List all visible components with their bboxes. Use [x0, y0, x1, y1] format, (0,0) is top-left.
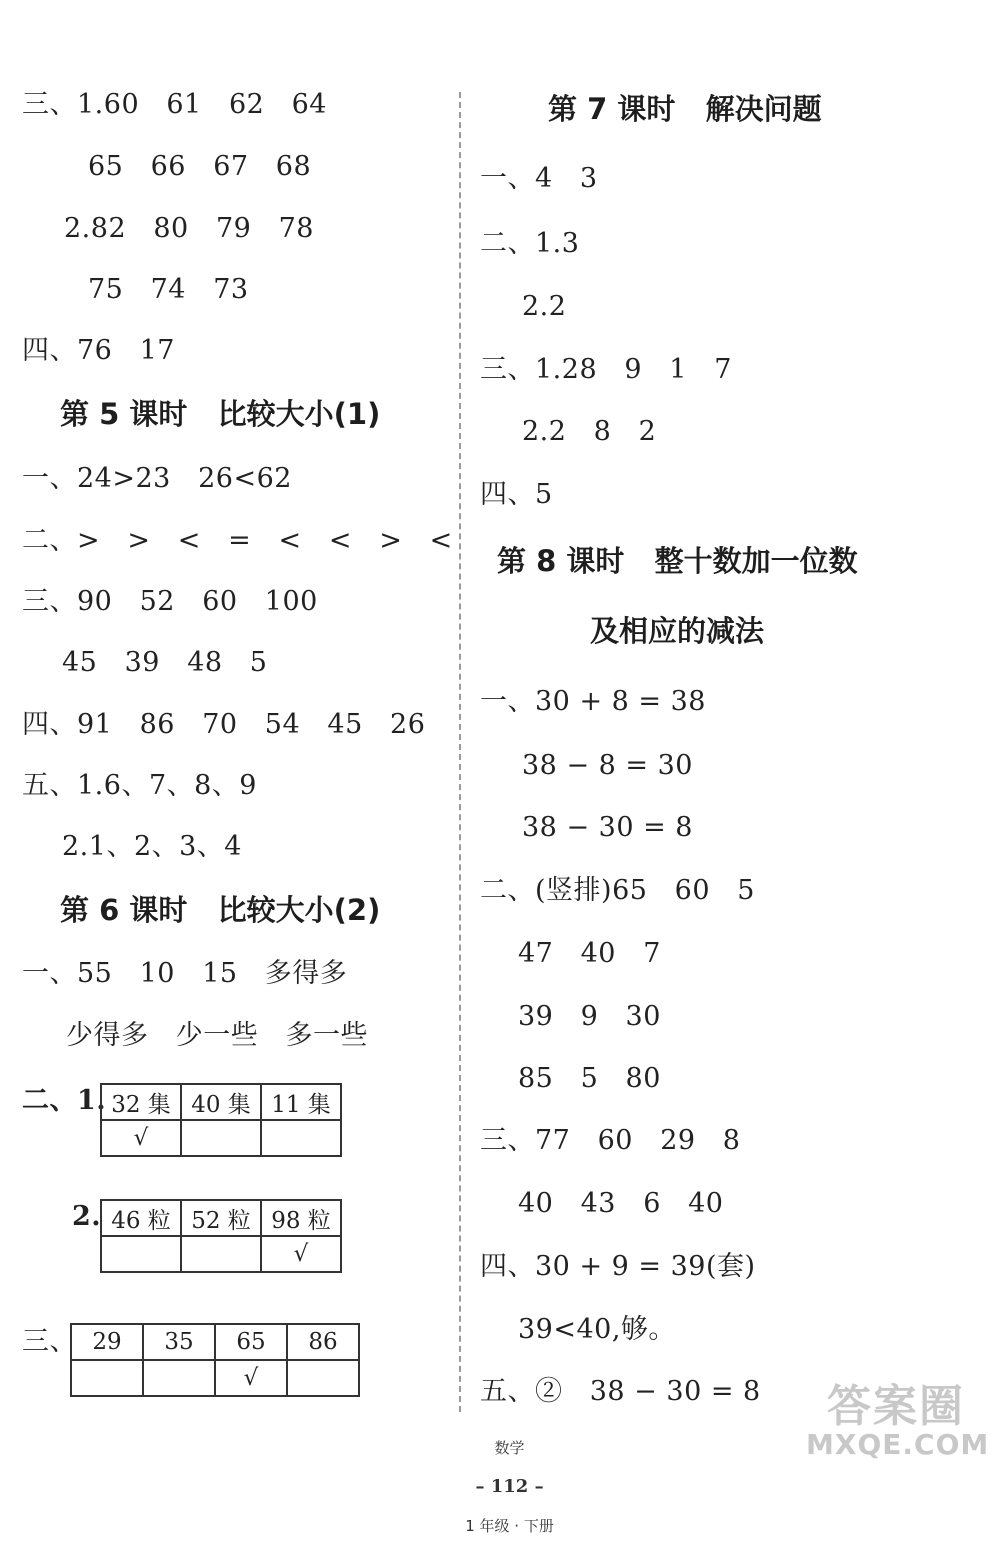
- question-label: 2.: [72, 1201, 102, 1232]
- watermark-url: MXQE.COM: [806, 1428, 990, 1461]
- answer-line: 2.1、2、3、4: [62, 831, 242, 862]
- check-cell: √: [101, 1120, 181, 1156]
- answer-line: 2.82 80 79 78: [64, 213, 314, 244]
- answer-line: 一、55 10 15 多得多: [22, 958, 348, 989]
- lesson-heading: 第 5 课时 比较大小(1): [60, 397, 381, 431]
- answer-line: 四、30 + 9 = 39(套): [480, 1251, 756, 1282]
- table-header-cell: 86: [287, 1324, 359, 1360]
- answer-line: 75 74 73: [88, 274, 249, 305]
- check-cell: [181, 1120, 261, 1156]
- check-cell: [143, 1360, 215, 1396]
- answer-line: 39<40,够。: [518, 1314, 676, 1345]
- answer-line: 四、76 17: [22, 335, 175, 366]
- column-divider: [459, 92, 461, 1412]
- check-cell: [261, 1120, 341, 1156]
- table-header-cell: 65: [215, 1324, 287, 1360]
- table-header-cell: 11 集: [261, 1084, 341, 1120]
- answer-line: 三、90 52 60 100: [22, 586, 318, 617]
- answer-line: 四、91 86 70 54 45 26: [22, 709, 426, 740]
- table-header-cell: 52 粒: [181, 1200, 261, 1236]
- answer-line: 三、1.60 61 62 64: [22, 89, 327, 120]
- answer-line: 2.2: [522, 291, 567, 322]
- watermark-text: 答案圈: [827, 1381, 965, 1432]
- answer-line: 二、(竖排)65 60 5: [480, 875, 755, 906]
- table-header-cell: 32 集: [101, 1084, 181, 1120]
- lesson-heading: 第 7 课时 解决问题: [548, 92, 822, 126]
- check-cell: [287, 1360, 359, 1396]
- lesson-heading: 及相应的减法: [590, 614, 765, 648]
- answer-line: 45 39 48 5: [62, 647, 268, 678]
- answer-table-2: [100, 1199, 342, 1273]
- page-number: – 112 –: [475, 1476, 544, 1497]
- watermark-logo: [806, 1370, 990, 1465]
- answer-line: 39 9 30: [518, 1001, 661, 1032]
- answer-line: 一、24>23 26<62: [22, 463, 292, 494]
- footer-grade: 1 年级 · 下册: [465, 1517, 554, 1535]
- footer-subject: 数学: [494, 1439, 525, 1457]
- answer-line: 65 66 67 68: [88, 151, 312, 182]
- answer-line: 五、1.6、7、8、9: [22, 770, 257, 801]
- check-cell: √: [261, 1236, 341, 1272]
- answer-line: 三、77 60 29 8: [480, 1125, 741, 1156]
- answer-line: 五、② 38 − 30 = 8: [480, 1376, 761, 1407]
- answer-line: 一、4 3: [480, 163, 598, 194]
- answer-line: 85 5 80: [518, 1063, 661, 1094]
- answer-line: 2.2 8 2: [522, 416, 657, 447]
- table-header-cell: 29: [71, 1324, 143, 1360]
- lesson-heading: 第 6 课时 比较大小(2): [60, 893, 381, 927]
- answer-line: 47 40 7: [518, 938, 661, 969]
- table-header-cell: 98 粒: [261, 1200, 341, 1236]
- answer-line: 一、30 + 8 = 38: [480, 686, 706, 717]
- check-cell: √: [215, 1360, 287, 1396]
- question-label: 三、: [22, 1326, 77, 1357]
- check-cell: [181, 1236, 261, 1272]
- check-cell: [71, 1360, 143, 1396]
- answer-line: 三、1.28 9 1 7: [480, 354, 732, 385]
- answer-line: 二、1.3: [480, 228, 580, 259]
- table-header-cell: 46 粒: [101, 1200, 181, 1236]
- answer-table-1: [100, 1083, 342, 1157]
- table-header-cell: 40 集: [181, 1084, 261, 1120]
- answer-line: 38 − 30 = 8: [522, 812, 693, 843]
- lesson-heading: 第 8 课时 整十数加一位数: [497, 544, 858, 578]
- table-header-cell: 35: [143, 1324, 215, 1360]
- answer-table-3: [70, 1323, 360, 1397]
- question-label: 二、1.: [22, 1085, 107, 1116]
- answer-line: 二、> > < = < < > <: [22, 525, 453, 556]
- check-cell: [101, 1236, 181, 1272]
- answer-line: 少得多 少一些 多一些: [66, 1020, 368, 1051]
- answer-line: 四、5: [480, 479, 553, 510]
- answer-line: 38 − 8 = 30: [522, 750, 693, 781]
- answer-line: 40 43 6 40: [518, 1188, 724, 1219]
